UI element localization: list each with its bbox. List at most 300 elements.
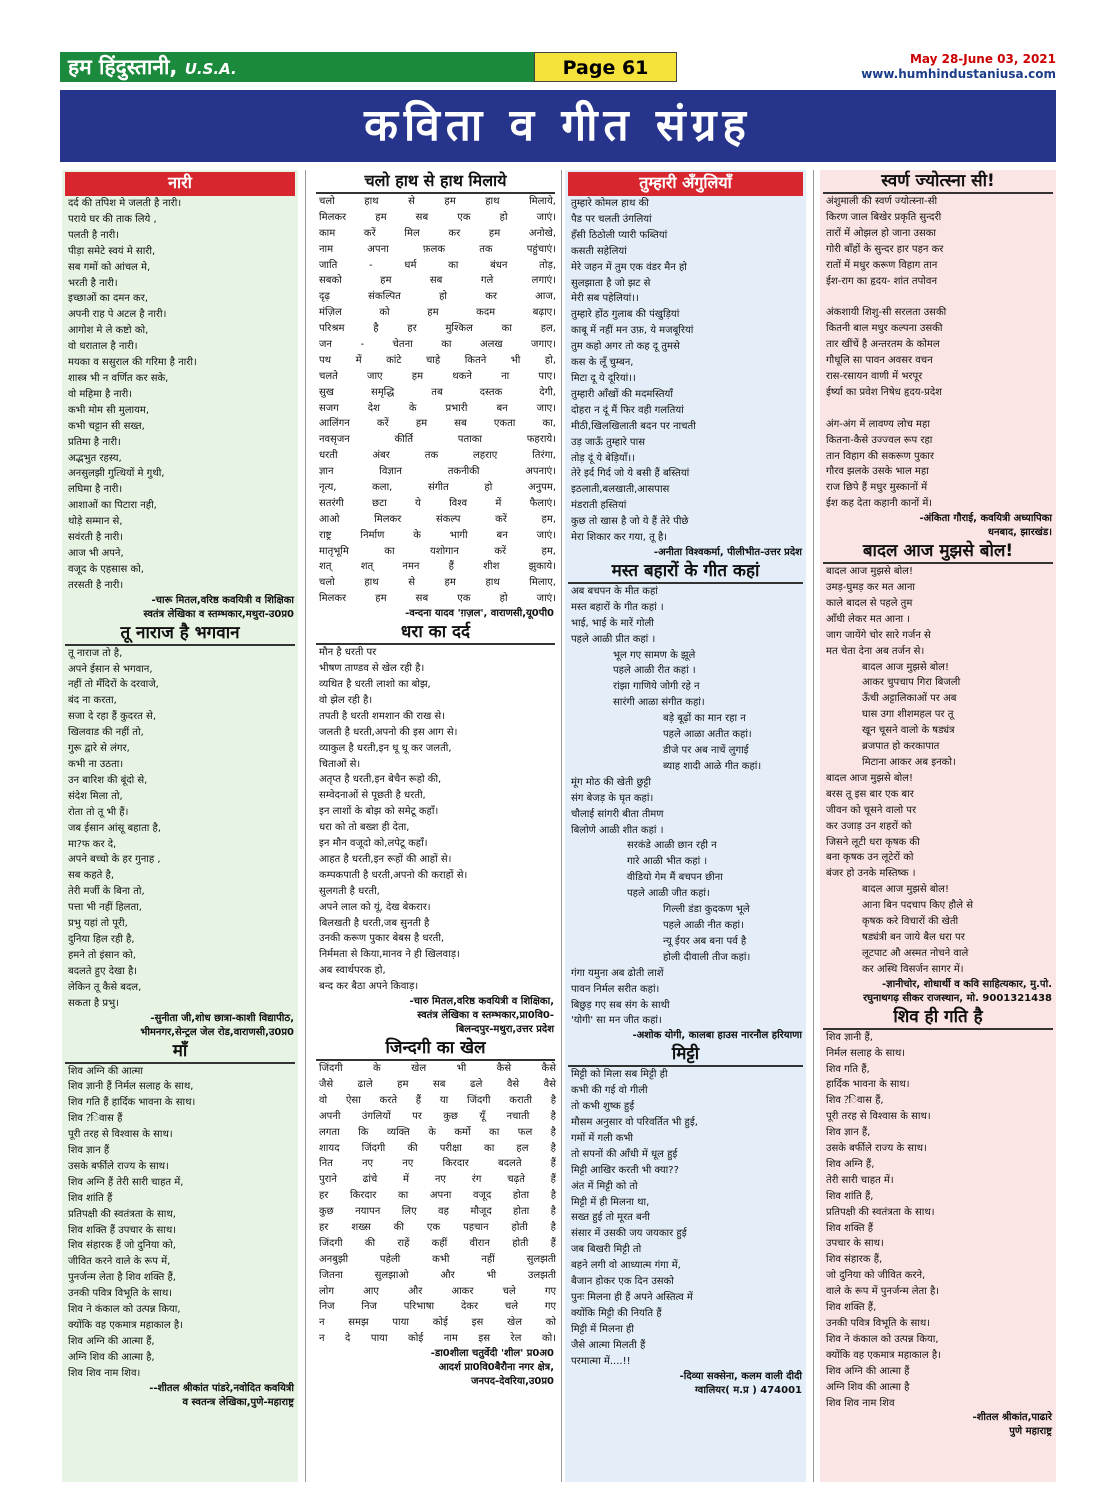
poem-line: पुनर्जन्म लेता है शिव शक्ति हैं, (68, 1272, 176, 1284)
poem-line: जीवित करने वाले के रूप में, (68, 1256, 171, 1268)
poem (62, 1040, 298, 1410)
poem-author: ग्वालियर( म.प्र ) 474001 (694, 1384, 802, 1396)
poem-line: प्रभु यहां तो पूरी, (68, 918, 128, 930)
poem (62, 622, 298, 1040)
poem-line: खून चूसने वालो के षड्यंत्र (862, 725, 955, 737)
poem-line: तान विहाग की सकरूण पुकार (826, 450, 934, 462)
poem-line: कभी की गई वो गीली (571, 1085, 648, 1097)
poem-line: तरसती है नारी। (68, 579, 124, 591)
poem-line: मेरे जहन में तुम एक वंडर मैन हो (571, 261, 687, 273)
poem-author: बिलन्दपुर-मथुरा,उत्तर प्रदेश (455, 1024, 554, 1036)
poem-line: रास-रसायन वाणी में भरपूर (826, 370, 923, 382)
poem-title: जिन्दगी का खेल (316, 1037, 555, 1061)
poem-line: जितना सुलझाओ और भी उलझती (319, 1269, 556, 1281)
poem-line: बंजर हो उनके मस्तिष्क । (826, 868, 916, 880)
poem-line: तो कभी शुष्क हुई (571, 1101, 635, 1113)
poem-line: जाति - धर्म का बंधन तोड़, (319, 259, 556, 271)
poem-line: कभी मोम सी मुलायम, (68, 404, 150, 416)
poem-line: शत् शत् नमन हैं शीश झुकाये। (319, 561, 556, 573)
poem-line: तेरी मर्जी के बिना तो, (68, 886, 145, 898)
poem-line: चलो हाथ से हम हाथ मिलाए, (319, 577, 556, 589)
poem-line: तो सपनों की आँधी में धूल हुई (571, 1148, 678, 1160)
poem (313, 170, 558, 621)
poem-line: बिलखती है धरती,जब सुनती है (319, 917, 430, 929)
poem-line: गमों में गली कभी (571, 1132, 634, 1144)
poem-line: हर शख्स की एक पहचान होती है (319, 1222, 556, 1233)
poem-line: अंशुमाली की स्वर्ण ज्योत्स्ना-सी (826, 196, 938, 207)
poem-line: गिल्ली डंडा कुदकण भूले (663, 904, 750, 916)
poem-author: स्वतंत्र लेखिका व स्तम्भकार,मथुरा-उ0प्र0 (143, 608, 294, 620)
poem-line: ब्रजपात हो करकापात (862, 741, 940, 753)
poem-line: रातों में मधुर करूण विहाग तान (826, 259, 938, 271)
poem-line: वीडियो गेम मैं बचपन छीना (627, 872, 723, 884)
poem-line (820, 289, 1056, 305)
poem-line: नाम अपना फ़लक तक पहुंचाएं। (319, 243, 556, 255)
poem-line: धरा को तो बख्श ही देता, (319, 822, 410, 834)
poem-line: आकर चुपचाप गिरा बिजली (862, 677, 961, 689)
poem-line: मस्त बहारों के गीत कहां । (571, 601, 664, 613)
poem-line: उनकी करूण पुकार बेबस है धरती, (319, 933, 445, 945)
poem-line: तुम्हारे होंठ गुलाब की पंखुड़ियां (571, 309, 680, 321)
poem-line: परमात्मा में....!! (571, 1355, 631, 1367)
poem-line: बादल आज मुझसे बोल! (862, 884, 949, 896)
poem-line: मिलकर हम सब एक हो जाएं। (319, 593, 556, 605)
poem-line: डीजे पर अब नाचें लुगाई (663, 745, 749, 756)
poem-line: पथ में कांटे चाहे कितने भी हो, (319, 354, 556, 366)
poem-line: क्योंकि वह एकमात्र महाकाल है। (68, 1320, 183, 1331)
poem-line: ज्ञान विज्ञान तकनीकी अपनाएं। (319, 466, 556, 478)
poem-line: शिव ?िवास हैं, (826, 1095, 884, 1107)
poem-line: शिव गति हैं हार्दिक भावना के साथ। (68, 1097, 196, 1109)
poem-author: -अनीता विश्वकर्मा, पीलीभीत-उत्तर प्रदेश (653, 546, 802, 558)
poem-line: लेकिन तू कैसे बदल, (68, 981, 142, 993)
poem-author: -शीतल श्रीकांत,पाढारे (972, 1412, 1052, 1424)
poem-line: मिटाना आकर अब इनको। (862, 757, 956, 768)
poem-line: सकता है प्रभु। (68, 997, 119, 1009)
poem-line: षड्यंत्री बन जाये बैल धरा पर (862, 931, 965, 943)
poem-line: रोता तो तू भी हैं। (68, 806, 129, 818)
poem-line: पैड पर चलती उंगलियां (571, 213, 652, 225)
poem-line: मौन है धरती पर (319, 647, 377, 659)
poem-line: जो दुनिया को जीवित करने, (826, 1270, 926, 1282)
poem-line: निज निज परिभाषा देकर चले गए (319, 1301, 556, 1313)
poem-line: शिव संहारक हैं, (826, 1254, 883, 1266)
poem-title: स्वर्ण ज्योत्स्ना सी! (823, 170, 1053, 194)
column-1 (62, 170, 298, 1482)
poem-line: किरण जाल बिखेर प्रकृति सुन्दरी (826, 211, 942, 223)
poem-line: शायद जिंदगी की परीक्षा का हल है (319, 1142, 556, 1154)
issue-date: May 28-June 03, 2021 (909, 52, 1056, 66)
poem-line: पूरी तरह से विश्वास के साथ। (826, 1111, 931, 1123)
poem (313, 1037, 558, 1389)
poem-title: चलो हाथ से हाथ मिलाये (316, 170, 555, 194)
poem-line: मेरा शिकार कर गया, तू है। (571, 532, 668, 544)
poem-line: सुलझाता है जो झट से (571, 277, 651, 289)
poem-line: मौसम अनुसार वो परिवर्तित भी हुई, (571, 1117, 698, 1129)
poem-line: पुनः मिलना ही हैं अपने अस्तित्व में (571, 1292, 693, 1303)
poem-line: सरकंडे आळी छान रही न (627, 840, 717, 852)
poem-line: अपनी राह पे अटल है नारी। (68, 309, 167, 321)
poem-line: लघिमा है नारी। (68, 484, 123, 496)
poem-line: काम करें मिल कर हम अनोखे, (319, 227, 556, 239)
poem-line: शिव ज्ञान हैं, (826, 1127, 871, 1139)
poem-line: रांझा गाणिये जोगी रहे न (613, 681, 700, 693)
poem-line: बहने लगी वो आध्यात्म गंगा में, (571, 1260, 681, 1272)
poem-line: काबू में नहीं मन उफ़, ये मजबूरियां (571, 325, 694, 337)
poem-line: जिंदगी की राहें कहीं वीरान होती हैं (319, 1237, 556, 1249)
poem-line: लूटपाट औ अस्मत नोचने वाले (862, 947, 969, 959)
poem-line: ऊँची अट्टालिकाओं पर अब (862, 693, 957, 705)
poem-line: बरस तू इस बार एक बार (826, 788, 914, 800)
poem-line: ईर्ष्या का प्रवेश निषेध हृदय-प्रदेश (826, 386, 942, 398)
poem-line: अपने ईसान से भगवान, (68, 663, 153, 675)
poem-line: शिव शक्ति हैं उपचार के साथ। (68, 1224, 177, 1236)
poem-line: दुनिया हिल रही है, (68, 933, 135, 945)
poem-line: उड़ जाऊँ तुम्हारे पास (571, 436, 645, 448)
poem-title: माँ (65, 1040, 295, 1064)
section-banner: कविता व गीत संग्रह (60, 90, 1056, 162)
poem-line: मिट्टी में मिलना ही (571, 1323, 634, 1335)
poem-line: व्यथित है धरती लाशो का बोझ, (319, 678, 431, 690)
column-divider (561, 170, 562, 1482)
poem-line: ईश कह देता कहानी कानों में। (826, 498, 933, 510)
poem-line: शिव शक्ति हैं, (826, 1302, 877, 1314)
poem-line: वो महिमा है नारी। (68, 388, 133, 400)
poem (565, 170, 806, 560)
poem-line: होली दीवाली तीज कहां। (663, 951, 751, 963)
poem-line (820, 401, 1056, 417)
poem-line: कस के लूँ चुम्बन, (571, 357, 634, 369)
poem-line: संसार में उसकी जय जयकार हुई (571, 1228, 687, 1240)
poem-line: दोहरा न दूं मैं फिर वही गलतियां (571, 404, 684, 416)
poem-line: कर उजाड़ उन शहरों को (826, 820, 912, 832)
poem-line: बंद ना करता, (68, 695, 117, 707)
poem-line: मिटा दू ये दूरियां।। (571, 372, 636, 384)
poem-line: जब बिखरी मिट्टी तो (571, 1244, 642, 1256)
poem-line: जिसने लूटी धरा कृषक की (826, 836, 920, 848)
poem-author: -सुनीता जी,शोध छात्रा-काशी विद्यापीठ, (150, 1012, 294, 1024)
poem-line: जिंदगी के खेल भी कैसे कैसे (319, 1063, 556, 1075)
poem-line: अपनी उंगलियों पर कुछ यूँ नचाती है (319, 1110, 556, 1122)
poem-line: वो ऐसा करते हैं या जिंदगी कराती है (319, 1094, 556, 1106)
poem-title: तू नाराज है भगवान (65, 622, 295, 646)
poem-line: उनकी पवित्र विभूति के साथ। (68, 1288, 173, 1300)
poem-line: जलती है धरती,अपनो की इस आग से। (319, 726, 458, 738)
poem-line: शिव शिव नाम शिव (826, 1397, 895, 1409)
poem-title: बादल आज मुझसे बोल! (823, 540, 1053, 564)
poem-line: कम्पकपाती है धरती,अपनो की कराहों से। (319, 869, 468, 881)
poem-line: अब बचपन के मीत कहां (571, 585, 658, 597)
poem-line: पहले आळी प्रीत कहां । (571, 633, 656, 645)
poem-line: आना बिन पदचाप किए हौले से (862, 900, 973, 912)
poem-line: पहले आळी जीत कहां। (627, 888, 710, 900)
poem-line: तुम्हारी आँखों की मदमस्तियाँ (571, 388, 673, 400)
poem-author: -चारू मितल,वरिष्ठ कवयित्री व शिक्षिका (151, 594, 294, 606)
poem-line: सारंगी आळा संगीत कहां। (613, 697, 705, 709)
poem-line: बदलते हुए देखा है। (68, 965, 138, 977)
poem-title: मिट्टी (568, 1043, 803, 1067)
poem-title: तुम्हारी अँगुलियाँ (568, 172, 803, 196)
poem-line: दृढ़ संकल्पित हो कर आज, (319, 291, 556, 303)
poem-line: शिव अग्नि की आत्मा हैं, (68, 1335, 155, 1347)
poem-line: शिव अग्नि की आत्मा हैं (826, 1365, 910, 1377)
poem-line: जाग जायेंगे चोर सारे गर्जन से (826, 629, 931, 641)
poem-line: शिव अग्नि की आत्मा (68, 1065, 143, 1077)
poem-author: --शीतल श्रीकांत पांडरे,नवोदित कवयित्री (149, 1382, 294, 1394)
poem (820, 540, 1056, 1006)
poem-line: पावन निर्मल सरीत कहां। (571, 983, 660, 995)
poem-line: सतरंगी छटा ये विश्व में फैलाएं। (319, 497, 556, 509)
poem-line: दर्द की तपिश मे जलती है नारी। (68, 198, 182, 209)
poem-line: अंत में मिट्टी को तो (571, 1180, 638, 1192)
poem-line: अग्नि शिव की आत्मा है, (68, 1351, 155, 1363)
poem-line: पुराने ढांचे में नए रंग चढ़ते हैं (319, 1174, 556, 1186)
poem-line: प्रतिपक्षी की स्वतंत्रता के साथ, (68, 1208, 176, 1220)
poem-author: धनबाद, झारखंड। (987, 527, 1052, 539)
poem-line: गंगा यमुना अब ढोती लाशें (571, 967, 664, 979)
poem-line: मंज़िल को हम कदम बढ़ाए। (319, 307, 556, 319)
poem-line: लोग आए और आकर चले गए (319, 1285, 556, 1297)
publication-usa: U.S.A. (184, 60, 237, 78)
poem-line: ब्याह शादी आळे गीत कहां। (663, 760, 762, 772)
poem-line: वाले के रूप में पुनर्जन्म लेता है। (826, 1286, 940, 1298)
poem-line: जैसे आत्मा मिलती हैं (571, 1339, 646, 1351)
poem-line: जब ईसान आंसू बहाता है, (68, 822, 162, 834)
poem-line: बादल आज मुझसे बोल! (826, 566, 913, 578)
poem-line: क्योंकि मिट्टी की नियति हैं (571, 1307, 662, 1319)
poem-author: -डा0शीला चतुर्वेदी 'शील' प्र0अ0 (430, 1348, 554, 1360)
poem-line: मेरी सब पहेलियां।। (571, 293, 639, 305)
poem-line: बड़े बूढ़ों का मान रहा न (663, 713, 746, 725)
poem-line: शिव ज्ञान हैं (68, 1145, 110, 1157)
poem-line: सवंरती है नारी। (68, 532, 123, 544)
poem-line: नित नए नए किरदार बदलते हैं (319, 1158, 556, 1170)
poem-line: गौधूलि सा पावन अवसर वचन (826, 355, 933, 367)
poem-line: आशाओं का पिटारा नही, (68, 500, 157, 512)
poem-line: सुलगती है धरती, (319, 885, 380, 897)
poem-line: शिव ने कंकाल को उत्पन्न किया, (68, 1304, 181, 1316)
poem-line: कुछ तो खास है जो ये हैं तेरे पीछे (571, 516, 689, 528)
poem-line: पूरी तरह से विश्वास के साथ। (68, 1129, 173, 1141)
poem-line: भरती है नारी। (68, 277, 118, 289)
poem-line: चिताओं से। (319, 758, 361, 770)
poem-line: सम्वेदनाओं से पूछती है धरती, (319, 790, 426, 802)
poem (820, 170, 1056, 540)
poem-line: भीषण ताण्डव से खेल रही है। (319, 663, 425, 675)
poem-line: इन मौन वजूदो को,लपेटू कहाँ। (319, 838, 428, 850)
poem-line: भाई, भाई के मारें गोली (571, 617, 654, 629)
poem (820, 1006, 1056, 1440)
poem-author: आदर्श प्रा0वि0बैरौना नगर क्षेत्र, (438, 1362, 554, 1374)
poem-line: शिव ज्ञानी हैं निर्मल सलाह के साथ, (68, 1081, 194, 1093)
poem-line: बिलोणे आळी शीत कहां । (571, 824, 664, 836)
poem-line: मयका व ससुराल की गरिमा है नारी। (68, 357, 197, 369)
poem-line: घास उगा शीशमहल पर तू (862, 709, 954, 721)
poem-line: अग्नि शिव की आत्मा है (826, 1381, 910, 1393)
page-header (0, 0, 1118, 88)
poem (565, 1043, 806, 1397)
issue-info (861, 52, 1056, 82)
poem-line: आगोश मे ले कष्टो को, (68, 325, 149, 337)
poem-line: व्याकुल है धरती,इन धू धू कर जलती, (319, 742, 452, 754)
poem-line: अनसुलझी गुत्थियों मे गुथी, (68, 468, 165, 480)
poem-line: प्रतिमा है नारी। (68, 436, 121, 448)
poem-line: अंग-अंग में लावण्य लोच महा (826, 418, 930, 430)
poem-line: तुम कहो अगर तो कह दू तुमसे (571, 341, 680, 353)
poem-line: आँधी लेकर मत आना । (826, 613, 911, 625)
poem-line: शिव गति हैं, (826, 1063, 870, 1075)
poem-line: कसती सहेलियां (571, 245, 627, 257)
poem-line: तोड़ दूं ये बेड़ियाँ।। (571, 452, 635, 464)
poem-line: मीठी,खिलखिलाती बदन पर नाचती (571, 420, 696, 432)
poem-line: कभी ना उठता। (68, 759, 124, 770)
poem-line: हँसी ठिठोली प्यारी फब्तियां (571, 229, 668, 241)
poem-line: जन - चेतना का अलख जगाए। (319, 339, 556, 351)
poem-line: न्यू ईयर अब बना पर्व है (663, 935, 747, 947)
poem-line: परिश्रम है हर मुश्किल का हल, (319, 323, 556, 335)
poem (62, 170, 298, 622)
poem-line: राष्ट्र निर्माण के भागी बन जाएं। (319, 529, 556, 541)
poem-line: प्रतिपक्षी की स्वतंत्रता के साथ। (826, 1206, 935, 1218)
poem-line: पहले आळा अतीत कहां। (663, 729, 752, 741)
poem-line: मत चेता देना अब तर्जन से। (826, 645, 925, 657)
poem-line: चलते जाए हम थकने ना पाए। (319, 370, 556, 382)
poem-line: नवसृजन कीर्ति पताका फहराये। (319, 434, 556, 446)
poem-line: ईश-राग का हृदय- शांत तपोवन (826, 275, 938, 287)
poem-line: पीड़ा समेटे स्वयं मे सारी, (68, 245, 156, 257)
poem-line: इठलाती,बलखाती,आसपास (571, 484, 670, 496)
poem-line: सब गमों को आंचल मे, (68, 261, 151, 273)
poem-line: तारों में ओझल हो जाना उसका (826, 227, 936, 239)
poem-line: पहले आळी रीत कहां । (613, 665, 696, 677)
poem-line: मा?फ कर दे, (68, 838, 117, 850)
poem-line: तेरे इर्द गिर्द जो ये बसी हैं बस्तियां (571, 468, 690, 480)
poem-line: संदेश मिला तो, (68, 790, 123, 802)
column-4 (820, 170, 1056, 1482)
poem-line: शास्त्र भी न वर्णित कर सके, (68, 372, 169, 384)
poem-line: आहत है धरती,इन रूहों की आहों से। (319, 853, 452, 865)
poem-author: व स्वतन्त्र लेखिका,पुणे-महाराष्ट्र (182, 1396, 294, 1408)
website-url: www.humhindustaniusa.com (861, 67, 1056, 81)
poem-line: वजूद के एहसास को, (68, 563, 144, 575)
poem-line: तुम्हारे कोमल हाथ की (571, 198, 649, 209)
poem-line: अतृप्त है धरती,इन बेचैन रूहो की, (319, 774, 442, 786)
poem-author: -वन्दना यादव 'ग़ज़ल', वाराणसी,यू0पी0 (405, 608, 554, 620)
poem-line: अपने बच्चो के हर गुनाह , (68, 854, 161, 866)
poem-line: मिट्टी को मिला सब मिट्टी ही (571, 1069, 668, 1081)
poem-line: कृषक करे विचारों की खेती (862, 916, 959, 928)
poem-line: सजा दे रहा हैं कुदरत से, (68, 711, 156, 723)
poem-line: लगता कि व्यक्ति के कर्मो का फल है (319, 1126, 556, 1138)
poem-line: थोड़े सम्मान से, (68, 516, 123, 528)
poem-line: क्योंकि वह एकमात्र महाकाल है। (826, 1349, 941, 1361)
poem-line: जैसे ढाले हम सब ढले वैसे वैसे (319, 1078, 556, 1090)
poem-author: स्वतंत्र लेखिका व स्तम्भकार,प्रा0वि0- (417, 1010, 554, 1022)
poem-line: शिव शिव नाम शिव। (68, 1367, 141, 1379)
poem-author: पुणे महाराष्ट्र (1009, 1426, 1052, 1438)
poem-line: सबको हम सब गले लगाएं। (319, 275, 556, 287)
poem-line: संग बेजड़ के घृत कहां। (571, 792, 654, 804)
poem-line: गोरी बाँहों के सुन्दर हार पहन कर (826, 243, 944, 255)
poem-line: वो धराताल है नारी। (68, 341, 138, 353)
poem-line: तार खींचें है अन्तरतम के कोमल (826, 339, 940, 351)
poem-line: गौरव झलके उसके भाल महा (826, 466, 929, 478)
poem-line: नहीं तो मँदिरों के दरवाजे, (68, 679, 159, 691)
poem-line: 'योगी' सा मन जीत कहां। (571, 1015, 662, 1027)
column-divider (305, 170, 306, 1482)
poem (313, 621, 558, 1037)
poem-line: शिव ज्ञानी हैं, (826, 1031, 873, 1043)
poem-line: धरती अंबर तक लहराए तिरंगा, (319, 450, 556, 462)
poem-line: आलिंगन करें हम सब एकता का, (319, 418, 556, 430)
poem-line: वो झेल रही है। (319, 694, 373, 706)
poem-line: हमने तो इंसान को, (68, 949, 136, 961)
poem-line: पत्ता भी नहीं हिलता, (68, 902, 142, 914)
poem-line: सजग देश के प्रभारी बन जाए। (319, 402, 556, 414)
poem-line: उपचार के साथ। (826, 1238, 884, 1250)
poem-title: धरा का दर्द (316, 621, 555, 645)
poem-line: कर अस्थि विसर्जन सागर में। (862, 963, 964, 975)
poem-line: काले बादल से पहले तुम (826, 597, 913, 609)
poem-line: भूल गए सामण के झूले (613, 649, 696, 661)
poem-line: कितनी बाल मधुर कल्पना उसकी (826, 323, 943, 335)
poem-line: मिट्टी में ही मिलना था, (571, 1196, 650, 1208)
poem-line: अपने लाल को यूं, देख बेकरार। (319, 901, 431, 913)
poem-line: शिव संहारक हैं जो दुनिया को, (68, 1240, 176, 1252)
poem-line: सुख समृद्धि तब दस्तक देगी, (319, 386, 556, 398)
poem-author: जनपद-देवरिया,उ0प्र0 (471, 1376, 554, 1388)
poem-line: बना कृषक उन लूटेरों को (826, 852, 914, 864)
poem-author: भीमनगर,सेन्ट्रल जेल रोड,वाराणसी,उ0प्र0 (140, 1026, 294, 1038)
poem-author: -अंकिता गौराई, कवयित्री अध्यापिका (919, 513, 1052, 525)
poem-line: शिव अग्नि हैं तेरी सारी चाहत में, (68, 1176, 184, 1188)
poem-line: राज छिपे हैं मधुर मुस्कानों में (826, 482, 928, 494)
publication-name (60, 52, 535, 82)
poem-line: न दे पाया कोई नाम इस रेल को। (319, 1333, 556, 1345)
poem-line: शिव ने कंकाल को उत्पन्न किया, (826, 1333, 939, 1345)
poem-line: कितना-कैसे उज्ज्वल रूप रहा (826, 434, 933, 446)
poem-line: गारे आळी भीत कहां । (627, 856, 708, 868)
poem-line: इच्छाओं का दमन कर, (68, 293, 149, 305)
poem-line: मिलकर हम सब एक हो जाएं। (319, 211, 556, 223)
poem-line: सब कहते है, (68, 870, 115, 882)
poem-author: -चारु मितल,वरिष्ठ कवयित्री व शिक्षिका, (409, 996, 554, 1008)
poem-line: नृत्य, कला, संगीत हो अनुपम, (319, 482, 556, 494)
poem-line: इन लाशों के बोझ को समेटू कहाँ। (319, 806, 439, 818)
poem-line: जीवन को चूसने वालो पर (826, 804, 917, 816)
poem-line: अंकशायी शिशु-सी सरलता उसकी (826, 307, 947, 319)
poem-author: -ज्ञानीचोर, शोधार्थी व कवि साहित्यकार, मु.पो. (882, 978, 1052, 990)
poem-line: गुरू द्वारे से लंगर, (68, 743, 130, 755)
poem-line: तू नाराज तो है, (68, 647, 123, 659)
poem-line: खिलवाड की नहीं तो, (68, 727, 144, 739)
publication-title: हम हिंदुस्तानी, (68, 55, 178, 79)
poem-title: नारी (65, 172, 295, 196)
column-2 (313, 170, 558, 1482)
poem-line: उमड़-घुमड़ कर मत आना (826, 582, 916, 594)
poem-line: तपती है धरती शमशान की राख से। (319, 710, 445, 722)
poem-line: बादल आज मुझसे बोल! (862, 661, 949, 673)
poem-line: उसके बर्फीले राज्य के साथ। (826, 1143, 927, 1155)
poem-line: हार्दिक भावना के साथ। (826, 1079, 910, 1091)
poem-line: मिट्टी आखिर करती भी क्या?? (571, 1164, 679, 1176)
poem-line: बैजान होकर एक दिन उसको (571, 1276, 674, 1288)
column-divider (813, 170, 814, 1482)
poem-line: उन बारिश की बूंदो से, (68, 774, 148, 786)
poem-line: अद्भभुत रहस्य, (68, 452, 122, 464)
poem-title: शिव ही गति है (823, 1006, 1053, 1030)
poem-line: मूंग मोठ की खेती छुट्टी (571, 776, 651, 788)
